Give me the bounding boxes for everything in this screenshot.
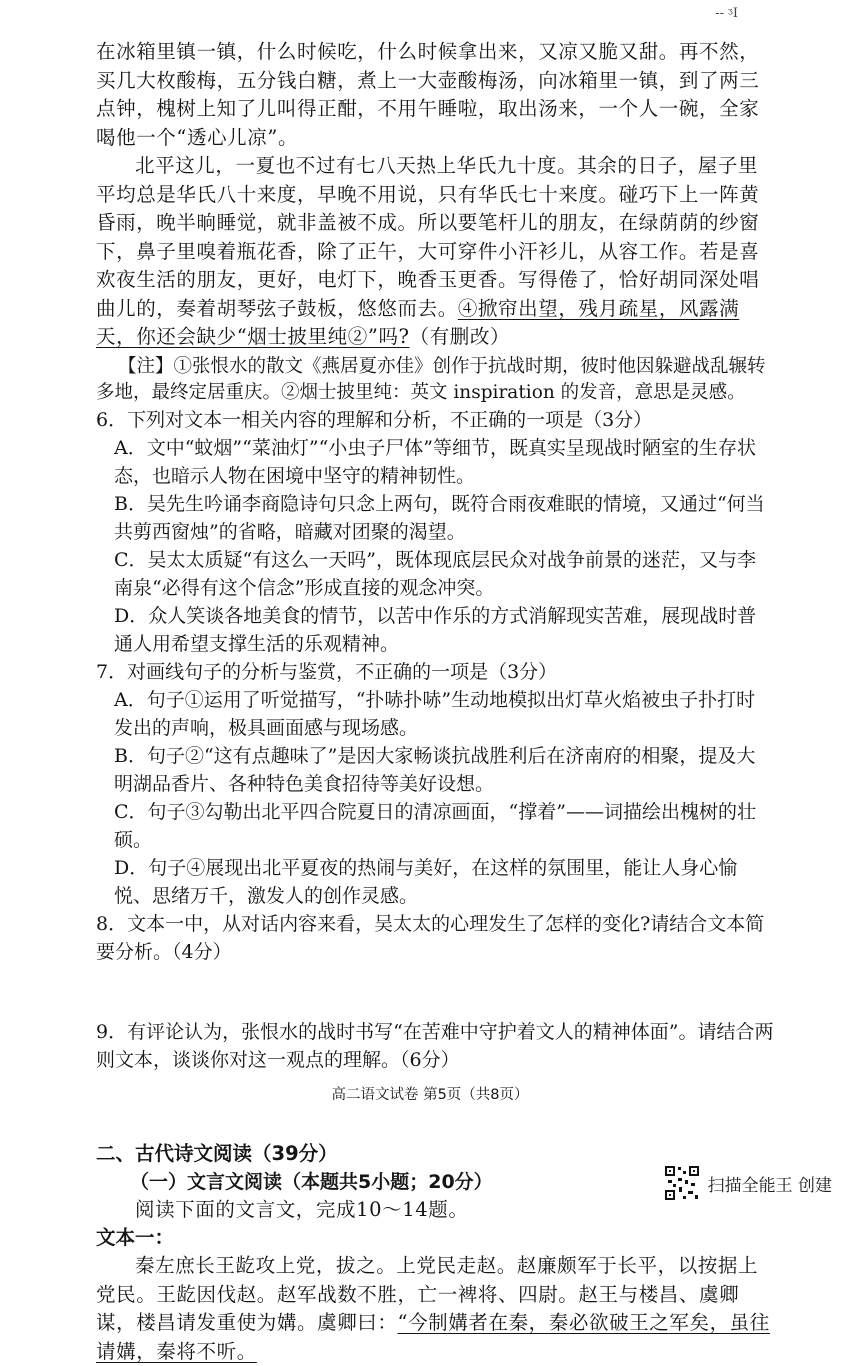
section-2-instruction: 阅读下面的文言文，完成10～14题。: [135, 1197, 469, 1221]
question-6-option-d: D．众人笑谈各地美食的情节，以苦中作乐的方式消解现实苦难，展现战时普通人用希望支撑生活的乐观精神。: [114, 604, 757, 655]
section-2-subtitle: （一）文言文阅读（本题共5小题；20分）: [130, 1170, 493, 1193]
passage-paragraph-2: [96, 152, 774, 352]
question-6-option-a: A．文中“蚊烟”“菜油灯”“小虫子尸体”等细节，既真实呈现战时陋室的生存状态，也暗示人物在困境中坚守的精神韧性。: [114, 436, 757, 487]
classical-text-paragraph: [96, 1252, 774, 1366]
classical-text-underlined: “今制媾者在秦，秦必欲破王之军矣，虽往请媾，秦将不听。: [96, 1311, 770, 1363]
underlined-sentence-4: ④掀帘出望，残月疏星，风露满天，你还会缺少“烟士披里纯②”吗?: [96, 296, 740, 348]
annotation-note: 【注】①张恨水的散文《燕居夏亦佳》创作于抗战时期，彼时他因躲避战乱辗转多地，最终定居重庆。②烟士披里纯：英文 inspiration 的发音，意思是灵感。: [96, 355, 766, 403]
scanner-watermark: [664, 1165, 832, 1201]
watermark-text: 扫描全能王 创建: [707, 1175, 832, 1196]
question-6-stem: 6．下列对文本一相关内容的理解和分析，不正确的一项是（3分）: [96, 408, 653, 431]
question-7-option-c: C．句子③勾勒出北平四合院夏日的清凉画面，“撑着”——词描绘出槐树的壮硕。: [114, 800, 756, 851]
question-8-stem: 8．文本一中，从对话内容来看，吴太太的心理发生了怎样的变化?请结合文本简要分析。（4分）: [96, 912, 765, 963]
page-footer: 高二语文试卷 第5页（共8页）: [331, 1087, 529, 1103]
question-7-option-a: A．句子①运用了听觉描写，“扑哧扑哧”生动地模拟出灯草火焰被虫子扑打时发出的声响，极具画面感与现场感。: [114, 688, 756, 739]
question-6-option-c: C．吴太太质疑“有这么一天吗”，既体现底层民众对战争前景的迷茫，又与李南泉“必得有这个信念”形成直接的观念冲突。: [114, 548, 756, 599]
question-7: [96, 658, 774, 910]
corner-mark: -- ᶾI: [715, 6, 738, 21]
question-9-stem: 9．有评论认为，张恨水的战时书写“在苦难中守护着文人的精神体面”。请结合两则文本，谈谈你对这一观点的理解。（6分）: [96, 1020, 774, 1071]
answer-space-8: [96, 966, 774, 1018]
question-6-option-b: B．吴先生吟诵李商隐诗句只念上两句，既符合雨夜难眠的情境，又通过“何当共剪西窗烛”的省略，暗藏对团聚的渴望。: [114, 492, 765, 543]
question-7-option-b: B．句子②“这有点趣味了”是因大家畅谈抗战胜利后在济南府的相聚，提及大明湖品香片、各种特色美食招待等美好设想。: [114, 744, 756, 795]
section-2-title: 二、古代诗文阅读（39分）: [96, 1141, 338, 1165]
classical-text-plain: 秦左庶长王龁攻上党，拔之。上党民走赵。赵廉颇军于长平，以按据上党民。王龁因伐赵。赵军战数不胜，亡一裨将、四尉。赵王与楼昌、虞卿谋，楼昌请发重使为媾。虞卿曰：: [96, 1254, 759, 1334]
question-6: [96, 406, 774, 658]
passage-paragraph-2-text: 北平这儿，一夏也不过有七八天热上华氏九十度。其余的日子，屋子里平均总是华氏八十来度，早晚不用说，只有华氏七十来度。碰巧下上一阵黄昏雨，晚半晌睡觉，就非盖被不成。所以要笔杆儿的朋友，在绿荫荫的纱窗下，鼻子里嗅着瓶花香，除了正午，大可穿件小汗衫儿，从容工作。若是喜欢夜生活的朋友，更好，电灯下，晚香玉更香。写得倦了，恰好胡同深处唱曲儿的，奏着胡琴弦子鼓板，悠悠而去。: [96, 154, 760, 320]
text-one-label: 文本一：: [96, 1226, 175, 1249]
passage-paragraph-1: 在冰箱里镇一镇，什么时候吃，什么时候拿出来，又凉又脆又甜。再不然，买几大枚酸梅，五分钱白糖，煮上一大壶酸梅汤，向冰箱里一镇，到了两三点钟，槐树上知了儿叫得正酣，不用午睡啦，取出汤来，一个人一碗，全家喝他一个“透心儿凉”。: [96, 40, 760, 149]
qr-code-icon: [664, 1165, 700, 1201]
question-7-stem: 7．对画线句子的分析与鉴赏，不正确的一项是（3分）: [96, 660, 558, 683]
abridged-note: （有删改）: [409, 325, 511, 348]
question-7-option-d: D．句子④展现出北平夏夜的热闹与美好，在这样的氛围里，能让人身心愉悦、思绪万千，激发人的创作灵感。: [114, 856, 738, 907]
